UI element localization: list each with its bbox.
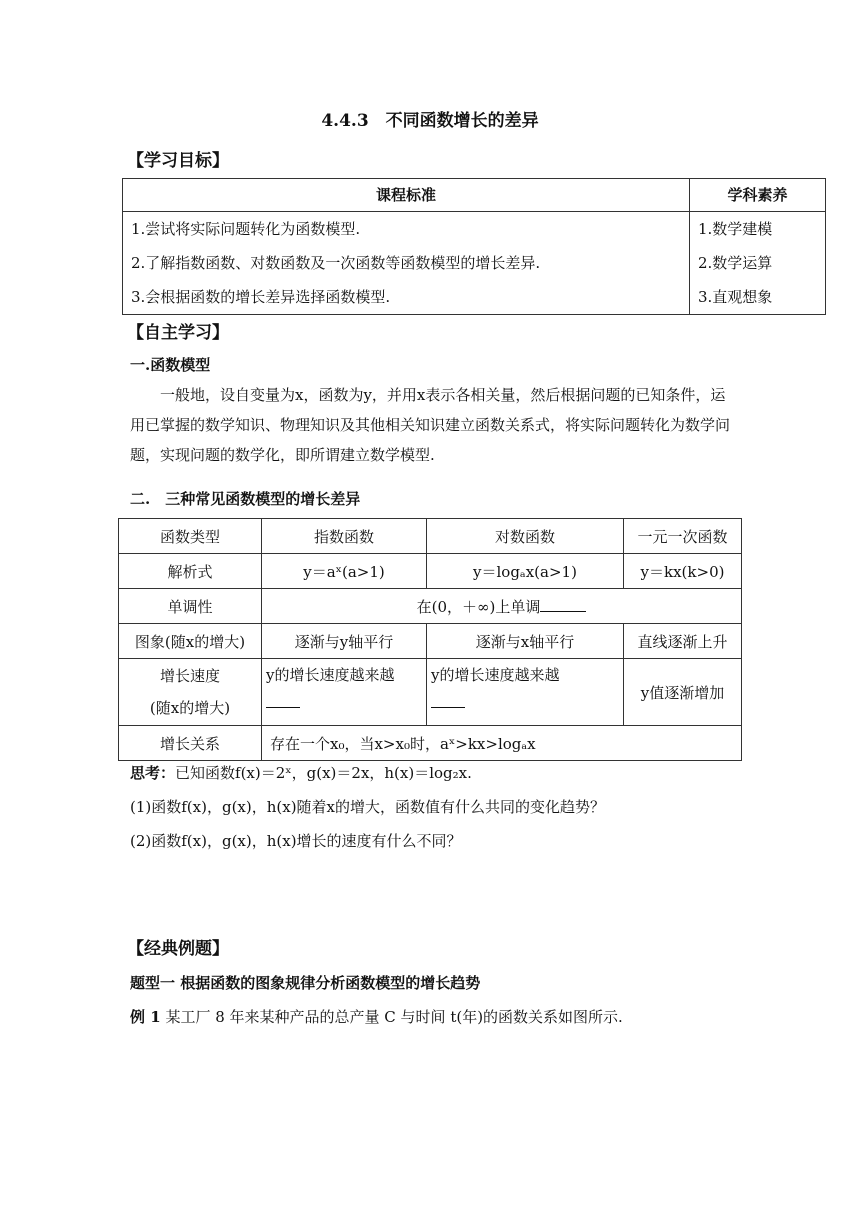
growth-relation-cell: 存在一个x₀，当x>x₀时，aˣ>kx>logₐx (262, 726, 742, 761)
row-label-line: (随x的增大) (149, 699, 231, 717)
goals-table (122, 178, 826, 315)
think-question-1: (1)函数f(x)，g(x)，h(x)随着x的增大，函数值有什么共同的变化趋势？ (130, 798, 606, 816)
row-label: 单调性 (119, 589, 262, 624)
monotonic-cell (262, 589, 742, 624)
goals-col-literacy: 学科素养 (690, 179, 826, 212)
row-label: 解析式 (119, 554, 262, 589)
think-text: 已知函数f(x)＝2ˣ，g(x)＝2x，h(x)＝log₂x. (175, 764, 472, 782)
formula-cell: y＝aˣ(a>1) (262, 554, 427, 589)
models-header: 对数函数 (427, 519, 624, 554)
example-1 (130, 1006, 623, 1027)
formula-cell: y＝kx(k>0) (624, 554, 742, 589)
speed-cell (262, 659, 427, 726)
standard-item: 1.尝试将实际问题转化为函数模型. (131, 220, 361, 238)
page-title: 4.4.3 不同函数增长的差异 (321, 111, 539, 131)
goals-col-standards: 课程标准 (123, 179, 690, 212)
models-header: 函数类型 (119, 519, 262, 554)
example-1-text: 某工厂 8 年来某种产品的总产量 C 与时间 t(年)的函数关系如图所示. (165, 1008, 623, 1026)
fill-blank (540, 597, 586, 612)
speed-cell (427, 659, 624, 726)
graph-cell: 直线逐渐上升 (624, 624, 742, 659)
fill-blank (266, 693, 300, 708)
row-label-line: 增长速度 (159, 667, 220, 685)
models-header: 一元一次函数 (624, 519, 742, 554)
think-line (130, 762, 472, 783)
standard-item: 2.了解指数函数、对数函数及一次函数等函数模型的增长差异. (131, 254, 541, 272)
models-header: 指数函数 (262, 519, 427, 554)
example-1-label: 例 1 (130, 1008, 161, 1026)
example-type-heading: 题型一 根据函数的图象规律分析函数模型的增长趋势 (130, 974, 481, 992)
literacy-item: 2.数学运算 (698, 254, 773, 272)
row-label-growth-speed (119, 659, 262, 726)
growth-diff-subheading: 二. 三种常见函数模型的增长差异 (130, 490, 361, 508)
monotonic-text: 在(0，＋∞)上单调 (416, 597, 541, 616)
speed-text: y的增长速度越来越 (266, 666, 395, 684)
formula-cell: y＝logₐx(a>1) (427, 554, 624, 589)
fill-blank (431, 693, 465, 708)
think-question-2: (2)函数f(x)，g(x)，h(x)增长的速度有什么不同？ (130, 832, 462, 850)
standard-item: 3.会根据函数的增长差异选择函数模型. (131, 288, 391, 306)
examples-heading: 【经典例题】 (127, 939, 229, 959)
graph-cell: 逐渐与x轴平行 (427, 624, 624, 659)
literacy-item: 3.直观想象 (698, 288, 773, 306)
goals-heading: 【学习目标】 (127, 151, 229, 171)
function-model-subheading: 一.函数模型 (130, 356, 211, 374)
models-table (118, 518, 742, 761)
literacy-item: 1.数学建模 (698, 220, 773, 238)
self-study-heading: 【自主学习】 (127, 323, 229, 343)
standards-cell (123, 212, 690, 315)
literacy-cell (690, 212, 826, 315)
speed-cell: y值逐渐增加 (624, 659, 742, 726)
speed-text: y的增长速度越来越 (431, 666, 560, 684)
row-label: 增长关系 (119, 726, 262, 761)
function-model-paragraph: 一般地，设自变量为x，函数为y，并用x表示各相关量，然后根据问题的已知条件，运用已掌握的数学知识、物理知识及其他相关知识建立函数关系式，将实际问题转化为数学问题，实现问题的数学化，即所谓建立数学模型. (130, 386, 731, 464)
think-label: 思考： (130, 764, 176, 782)
graph-cell: 逐渐与y轴平行 (262, 624, 427, 659)
row-label: 图象(随x的增大) (119, 624, 262, 659)
